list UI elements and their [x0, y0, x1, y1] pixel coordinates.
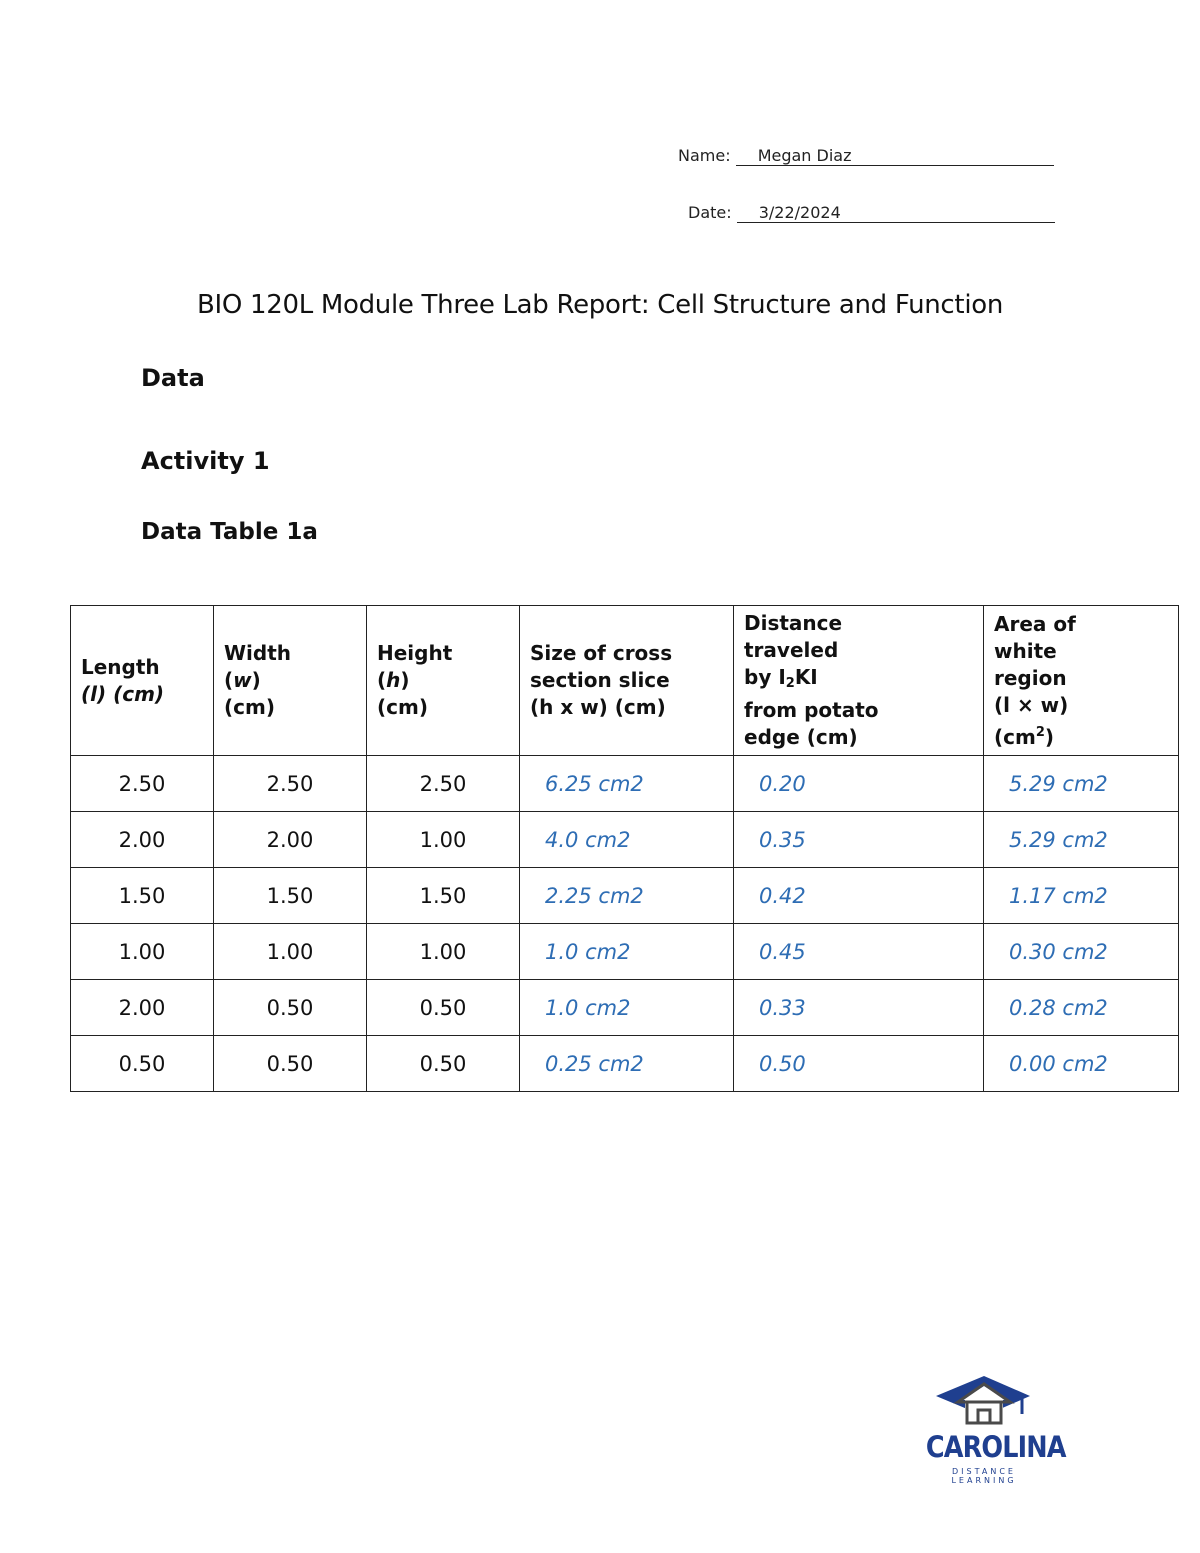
cell-length: 1.50: [71, 868, 214, 924]
date-field: [688, 203, 1055, 223]
table-row: [71, 980, 1179, 1036]
carolina-logo: [918, 1372, 1066, 1485]
cell-width: 1.00: [214, 924, 367, 980]
cell-width: 0.50: [214, 1036, 367, 1092]
cell-cross-section[interactable]: 1.0 cm2: [520, 924, 734, 980]
cell-distance[interactable]: 0.33: [734, 980, 984, 1036]
table-row: [71, 756, 1179, 812]
section-heading-activity: Activity 1: [141, 447, 270, 475]
cell-white-area[interactable]: 1.17 cm2: [984, 868, 1179, 924]
table-row: [71, 924, 1179, 980]
header-white-area: Area of white region (l × w) $(cm^2)$: [984, 606, 1179, 756]
table-row: [71, 812, 1179, 868]
cell-height: 2.50: [367, 756, 520, 812]
cell-length: 2.00: [71, 980, 214, 1036]
report-title: BIO 120L Module Three Lab Report: Cell Structure and Function: [196, 290, 1004, 320]
cell-width: 1.50: [214, 868, 367, 924]
cell-width: 0.50: [214, 980, 367, 1036]
cell-white-area[interactable]: 0.28 cm2: [984, 980, 1179, 1036]
cell-white-area[interactable]: 0.30 cm2: [984, 924, 1179, 980]
header-cross-section: Size of cross section slice (h x w) (cm): [520, 606, 734, 756]
cell-length: 1.00: [71, 924, 214, 980]
name-value[interactable]: Megan Diaz: [736, 147, 1054, 166]
cell-cross-section[interactable]: 6.25 cm2: [520, 756, 734, 812]
table-title: Data Table 1a: [141, 519, 318, 545]
cell-white-area[interactable]: 5.29 cm2: [984, 812, 1179, 868]
cell-length: 2.00: [71, 812, 214, 868]
cell-cross-section[interactable]: 0.25 cm2: [520, 1036, 734, 1092]
table-row: [71, 868, 1179, 924]
header-width: Width (w) (cm): [214, 606, 367, 756]
header-distance: Distance traveled by $I_2KI$ from potato edge (cm): [734, 606, 984, 756]
cell-length: 0.50: [71, 1036, 214, 1092]
house-graduation-cap-icon: [918, 1372, 1050, 1432]
cell-distance[interactable]: 0.50: [734, 1036, 984, 1092]
cell-distance[interactable]: 0.20: [734, 756, 984, 812]
cell-cross-section[interactable]: 4.0 cm2: [520, 812, 734, 868]
cell-width: 2.50: [214, 756, 367, 812]
logo-tagline: DISTANCE LEARNING: [951, 1467, 1017, 1485]
logo-wordmark: CAROLINA: [925, 1430, 1066, 1464]
cell-height: 1.50: [367, 868, 520, 924]
cell-cross-section[interactable]: 1.0 cm2: [520, 980, 734, 1036]
date-label: Date:: [688, 203, 732, 222]
cell-height: 0.50: [367, 1036, 520, 1092]
cell-width: 2.00: [214, 812, 367, 868]
cell-distance[interactable]: 0.42: [734, 868, 984, 924]
cell-distance[interactable]: 0.35: [734, 812, 984, 868]
cell-distance[interactable]: 0.45: [734, 924, 984, 980]
header-length: Length (l) (cm): [71, 606, 214, 756]
name-label: Name:: [678, 146, 731, 165]
name-field: [678, 146, 1054, 166]
table-row: [71, 1036, 1179, 1092]
table-header-row: [71, 606, 1179, 756]
cell-white-area[interactable]: 0.00 cm2: [984, 1036, 1179, 1092]
cell-height: 0.50: [367, 980, 520, 1036]
cell-height: 1.00: [367, 924, 520, 980]
table-body: [71, 756, 1179, 1092]
cell-height: 1.00: [367, 812, 520, 868]
data-table-1a: [70, 605, 1179, 1092]
header-height: Height (h) (cm): [367, 606, 520, 756]
cell-cross-section[interactable]: 2.25 cm2: [520, 868, 734, 924]
section-heading-data: Data: [141, 364, 205, 392]
date-value[interactable]: 3/22/2024: [737, 204, 1055, 223]
cell-length: 2.50: [71, 756, 214, 812]
cell-white-area[interactable]: 5.29 cm2: [984, 756, 1179, 812]
